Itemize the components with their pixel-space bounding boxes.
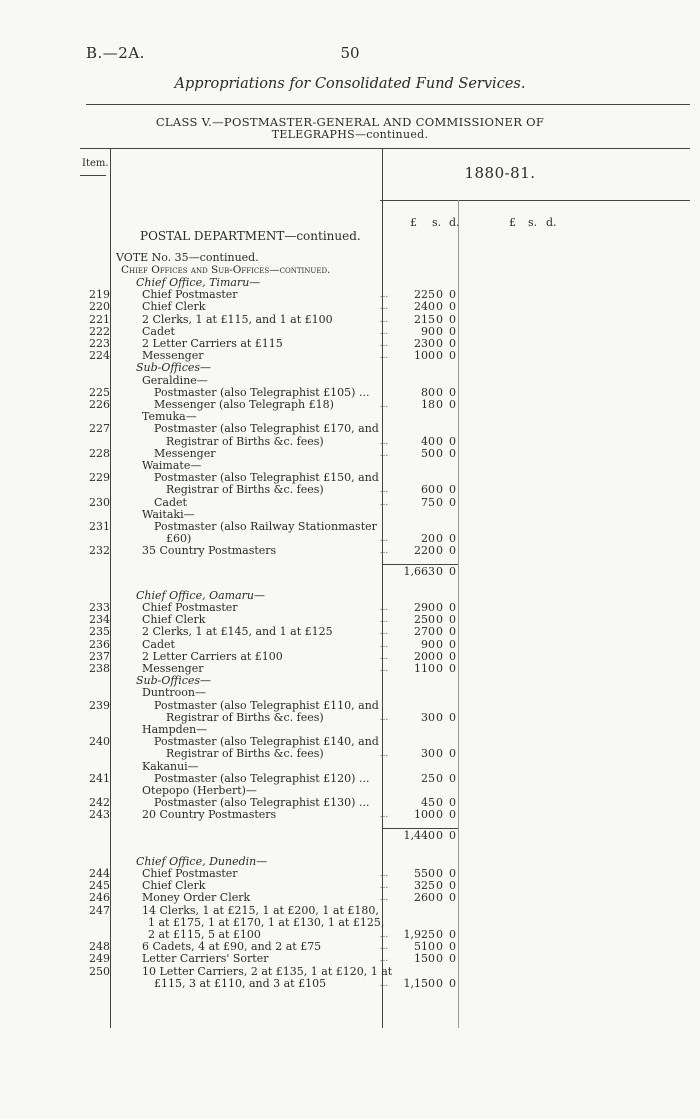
amount-pounds: 550 <box>414 867 435 880</box>
item-description: Chief Clerk <box>142 613 206 627</box>
amount-pence: 0 <box>449 976 456 990</box>
item-number: 241 <box>89 771 110 785</box>
amount-pence: 0 <box>449 928 456 941</box>
item-description: Letter Carriers' Sorter <box>142 952 269 966</box>
item-description: £115, 3 at £110, and 3 at £105 <box>154 976 327 990</box>
leader-dots: ... <box>379 893 389 904</box>
table-row <box>80 868 700 880</box>
item-description: Registrar of Births &c. fees) <box>166 710 324 724</box>
amount-pounds: 25 <box>421 771 435 785</box>
leader-dots: ... <box>379 810 389 821</box>
department-heading: POSTAL DEPARTMENT—continued. <box>140 229 361 243</box>
table-row <box>80 785 700 797</box>
item-description: Chief Clerk <box>142 300 206 314</box>
amount-shillings: 0 <box>436 747 443 761</box>
table-row <box>80 521 700 533</box>
item-description: Money Order Clerk <box>142 891 251 905</box>
amount-shillings: 0 <box>436 544 443 558</box>
item-description: Postmaster (also Telegraphist £170, and <box>154 422 379 436</box>
item-number: 240 <box>89 735 110 749</box>
amount-pence: 0 <box>449 337 456 350</box>
amount-pounds: 100 <box>414 808 435 822</box>
amount-pence: 0 <box>449 891 456 905</box>
amount-pounds: 230 <box>414 337 435 350</box>
amount-pounds: 1,663 <box>403 564 435 578</box>
item-number: 244 <box>89 867 110 880</box>
leader-dots: ... <box>379 497 389 508</box>
table-row <box>80 687 700 699</box>
table-row <box>80 362 700 374</box>
item-description: Chief Clerk <box>142 879 206 893</box>
amount-pounds: 50 <box>421 446 435 460</box>
amount-pence: 0 <box>449 532 456 546</box>
leader-dots: ... <box>379 290 389 301</box>
table-row <box>80 448 700 460</box>
amount-pounds: 18 <box>421 398 435 411</box>
table-row <box>80 663 700 675</box>
year-heading: 1880-81. <box>464 164 536 182</box>
amount-pence: 0 <box>449 637 456 651</box>
table-row <box>80 712 700 724</box>
item-description: 2 Letter Carriers at £115 <box>142 337 283 350</box>
page-number: 50 <box>340 44 360 62</box>
table-row <box>80 590 700 602</box>
table-row <box>80 953 700 965</box>
table-row <box>80 375 700 387</box>
table-row <box>80 277 700 289</box>
item-number: 249 <box>89 952 110 966</box>
amount-shillings: 0 <box>436 483 443 497</box>
item-number: 231 <box>89 520 110 533</box>
table-row <box>80 639 700 651</box>
amount-shillings: 0 <box>436 662 443 675</box>
amount-pence: 0 <box>449 625 456 639</box>
table-row <box>80 314 700 326</box>
amount-pence: 0 <box>449 710 456 724</box>
item-description: 10 Letter Carriers, 2 at £135, 1 at £120, 1 at <box>142 964 393 978</box>
amount-shillings: 0 <box>436 564 443 578</box>
amount-pence: 0 <box>449 312 456 326</box>
item-description: Waitaki— <box>142 507 195 521</box>
amount-pounds: 40 <box>421 434 435 448</box>
item-description: Waimate— <box>142 459 202 472</box>
amount-pounds: 510 <box>414 940 435 954</box>
table-row <box>80 700 700 712</box>
amount-pence: 0 <box>449 613 456 627</box>
amount-shillings: 0 <box>436 300 443 314</box>
currency-pounds-1: £ <box>410 216 417 229</box>
item-number: 222 <box>89 324 110 338</box>
amount-shillings: 0 <box>436 446 443 460</box>
table-row <box>80 423 700 435</box>
header-rule <box>80 148 690 149</box>
table-row <box>80 436 700 448</box>
amount-pence: 0 <box>449 649 456 663</box>
amount-pounds: 100 <box>414 349 435 363</box>
subtotal-row <box>80 566 700 578</box>
item-number: 237 <box>89 649 110 663</box>
item-description: Registrar of Births &c. fees) <box>166 747 324 761</box>
table-row <box>80 880 700 892</box>
table-row <box>80 509 700 521</box>
item-number: 219 <box>89 288 110 302</box>
item-description: 2 at £115, 5 at £100 <box>148 928 261 941</box>
leader-dots: ... <box>379 400 389 410</box>
item-description: Postmaster (also Telegraphist £130) ... <box>154 796 370 810</box>
table-row <box>80 917 700 929</box>
item-number: 224 <box>89 349 110 363</box>
amount-pence: 0 <box>449 828 456 842</box>
amount-pounds: 90 <box>421 637 435 651</box>
table-row <box>80 675 700 687</box>
subtotal-row <box>80 830 700 842</box>
item-description: Chief Office, Timaru— <box>136 276 261 289</box>
table-row <box>80 472 700 484</box>
item-description: 6 Cadets, 4 at £90, and 2 at £75 <box>142 940 322 954</box>
amount-pounds: 90 <box>421 324 435 338</box>
item-description: 2 Clerks, 1 at £115, and 1 at £100 <box>142 312 333 326</box>
amount-pounds: 60 <box>421 483 435 497</box>
amount-pence: 0 <box>449 300 456 314</box>
amount-pounds: 75 <box>421 495 435 509</box>
leader-dots: ... <box>379 627 389 638</box>
amount-pence: 0 <box>449 434 456 448</box>
item-description: Sub-Offices— <box>136 674 212 688</box>
item-description: Postmaster (also Telegraphist £150, and <box>154 471 379 485</box>
amount-shillings: 0 <box>436 891 443 905</box>
amount-pence: 0 <box>449 495 456 509</box>
item-description: Postmaster (also Telegraphist £110, and <box>154 698 379 712</box>
item-description: Chief Postmaster <box>142 867 238 880</box>
amount-pounds: 110 <box>414 662 435 675</box>
amount-pounds: 30 <box>421 747 435 761</box>
amount-shillings: 0 <box>436 532 443 546</box>
amount-shillings: 0 <box>436 601 443 614</box>
leader-dots: ... <box>379 639 389 650</box>
vote-heading: VOTE No. 35—continued. <box>116 251 259 264</box>
table-row <box>80 484 700 496</box>
table-row <box>80 545 700 557</box>
amount-pence: 0 <box>449 940 456 954</box>
item-number: 245 <box>89 879 110 893</box>
item-description: Chief Postmaster <box>142 601 238 614</box>
leader-dots: ... <box>379 326 389 337</box>
item-number: 228 <box>89 446 110 460</box>
item-number: 223 <box>89 337 110 350</box>
amount-pence: 0 <box>449 879 456 893</box>
amount-pounds: 80 <box>421 385 435 399</box>
amount-shillings: 0 <box>436 385 443 399</box>
item-description: Registrar of Births &c. fees) <box>166 434 324 448</box>
currency-shillings-1: s. <box>432 216 442 229</box>
leader-dots: ... <box>379 339 389 349</box>
item-description: 20 Country Postmasters <box>142 808 277 822</box>
amount-pence: 0 <box>449 398 456 411</box>
section-heading: Chief Offices and Sub-Offices—continued. <box>121 264 331 276</box>
table-row <box>80 602 700 614</box>
item-number: 250 <box>89 964 110 978</box>
amount-shillings: 0 <box>436 808 443 822</box>
item-number: 225 <box>89 385 110 399</box>
amount-pence: 0 <box>449 952 456 966</box>
amount-shillings: 0 <box>436 879 443 893</box>
amount-shillings: 0 <box>436 495 443 509</box>
amount-shillings: 0 <box>436 637 443 651</box>
amount-shillings: 0 <box>436 710 443 724</box>
table-row <box>80 626 700 638</box>
amount-pounds: 30 <box>421 710 435 724</box>
item-description: Postmaster (also Railway Stationmaster <box>154 520 377 533</box>
leader-dots: ... <box>379 869 389 879</box>
table-row <box>80 797 700 809</box>
table-row <box>80 399 700 411</box>
item-number: 229 <box>89 471 110 485</box>
item-number: 232 <box>89 544 110 558</box>
item-description: Postmaster (also Telegraphist £140, and <box>154 735 379 749</box>
amount-shillings: 0 <box>436 288 443 302</box>
item-number: 248 <box>89 940 110 954</box>
item-description: Chief Postmaster <box>142 288 238 302</box>
amount-pounds: 270 <box>414 625 435 639</box>
amount-pence: 0 <box>449 349 456 363</box>
page-title: Appropriations for Consolidated Fund Services. <box>174 76 526 92</box>
amount-pence: 0 <box>449 867 456 880</box>
amount-pounds: 290 <box>414 601 435 614</box>
item-number: 247 <box>89 903 110 917</box>
amount-shillings: 0 <box>436 828 443 842</box>
item-number: 227 <box>89 422 110 436</box>
class-title: CLASS V.—POSTMASTER-GENERAL AND COMMISSIONER OF <box>155 115 545 129</box>
amount-shillings: 0 <box>436 928 443 941</box>
currency-shillings-2: s. <box>528 216 538 229</box>
amount-pounds: 250 <box>414 613 435 627</box>
item-description: Duntroon— <box>142 686 206 700</box>
item-number: 246 <box>89 891 110 905</box>
leader-dots: ... <box>379 351 389 362</box>
leader-dots: ... <box>379 954 389 965</box>
leader-dots: ... <box>379 485 389 496</box>
amount-pence: 0 <box>449 771 456 785</box>
item-description: 35 Country Postmasters <box>142 544 277 558</box>
item-description: Geraldine— <box>142 373 208 387</box>
leader-dots: ... <box>379 881 389 892</box>
table-row <box>80 736 700 748</box>
table-row <box>80 460 700 472</box>
table-row <box>80 651 700 663</box>
table-row <box>80 338 700 350</box>
leader-dots: ... <box>379 651 389 662</box>
leader-dots: ... <box>379 942 389 953</box>
top-rule <box>86 104 690 105</box>
amount-shillings: 0 <box>436 976 443 990</box>
amount-pounds: 225 <box>414 288 435 302</box>
item-column-header: Item. <box>82 158 109 169</box>
item-number: 221 <box>89 312 110 326</box>
item-header-underline <box>80 175 106 176</box>
table-row <box>80 289 700 301</box>
amount-pounds: 260 <box>414 891 435 905</box>
currency-pence-2: d. <box>546 216 557 229</box>
item-description: Cadet <box>154 495 187 509</box>
table-row <box>80 941 700 953</box>
amount-pounds: 45 <box>421 796 435 810</box>
amount-pence: 0 <box>449 601 456 614</box>
item-number: 238 <box>89 662 110 675</box>
item-description: Messenger (also Telegraph £18) <box>154 398 334 411</box>
amount-shillings: 0 <box>436 952 443 966</box>
amount-shillings: 0 <box>436 625 443 639</box>
item-description: Postmaster (also Telegraphist £105) ... <box>154 385 370 399</box>
item-number: 220 <box>89 300 110 314</box>
leader-dots: ... <box>379 546 389 557</box>
amount-shillings: 0 <box>436 349 443 363</box>
amount-pounds: 150 <box>414 952 435 966</box>
leader-dots: ... <box>379 314 389 325</box>
item-description: Otepopo (Herbert)— <box>142 784 257 797</box>
item-number: 239 <box>89 698 110 712</box>
amount-pounds: 20 <box>421 532 435 546</box>
amount-pounds: 215 <box>414 312 435 326</box>
item-description: Cadet <box>142 324 175 338</box>
table-row <box>80 761 700 773</box>
amount-pounds: 1,925 <box>403 928 435 941</box>
leader-dots: ... <box>379 615 389 626</box>
table-row <box>80 856 700 868</box>
amount-shillings: 0 <box>436 337 443 350</box>
item-description: £60) <box>166 532 192 546</box>
item-number: 243 <box>89 808 110 822</box>
item-description: Messenger <box>142 349 204 363</box>
amount-pence: 0 <box>449 796 456 810</box>
page-reference: B.—2A. <box>86 44 145 62</box>
currency-pence-1: d. <box>449 216 460 229</box>
table-row <box>80 724 700 736</box>
item-description: 2 Letter Carriers at £100 <box>142 649 283 663</box>
table-row <box>80 978 700 990</box>
leader-dots: ... <box>379 436 389 447</box>
item-description: 1 at £175, 1 at £170, 1 at £130, 1 at £125, <box>148 915 385 929</box>
item-number: 235 <box>89 625 110 639</box>
amount-pounds: 220 <box>414 544 435 558</box>
amount-pence: 0 <box>449 324 456 338</box>
table-row <box>80 411 700 423</box>
item-number: 234 <box>89 613 110 627</box>
item-description: Cadet <box>142 637 175 651</box>
table-row <box>80 905 700 917</box>
amount-shillings: 0 <box>436 324 443 338</box>
table-row <box>80 929 700 941</box>
table-row <box>80 614 700 626</box>
item-description: Chief Office, Dunedin— <box>136 854 268 868</box>
item-description: Postmaster (also Telegraphist £120) ... <box>154 771 370 785</box>
item-description: Sub-Offices— <box>136 361 212 375</box>
leader-dots: ... <box>379 978 389 989</box>
amount-shillings: 0 <box>436 649 443 663</box>
item-number: 230 <box>89 495 110 509</box>
item-description: Kakanui— <box>142 759 199 773</box>
leader-dots: ... <box>379 603 389 613</box>
amount-pence: 0 <box>449 564 456 578</box>
amount-pence: 0 <box>449 747 456 761</box>
amount-pence: 0 <box>449 662 456 675</box>
table-row <box>80 533 700 545</box>
currency-pounds-2: £ <box>509 216 516 229</box>
table-row <box>80 773 700 785</box>
amount-shillings: 0 <box>436 940 443 954</box>
amount-pounds: 325 <box>414 879 435 893</box>
leader-dots: ... <box>379 534 389 545</box>
item-description: Registrar of Births &c. fees) <box>166 483 324 497</box>
item-number: 236 <box>89 637 110 651</box>
table-row <box>80 966 700 978</box>
table-row <box>80 892 700 904</box>
amount-pounds: 240 <box>414 300 435 314</box>
amount-shillings: 0 <box>436 867 443 880</box>
amount-shillings: 0 <box>436 613 443 627</box>
item-description: Temuka— <box>142 410 197 424</box>
amount-pounds: 200 <box>414 649 435 663</box>
item-description: Messenger <box>154 446 216 460</box>
amount-shillings: 0 <box>436 398 443 411</box>
leader-dots: ... <box>379 749 389 760</box>
item-number: 242 <box>89 796 110 810</box>
table-row <box>80 748 700 760</box>
class-title-continued: TELEGRAPHS—continued. <box>271 128 429 141</box>
table-row <box>80 387 700 399</box>
amount-pence: 0 <box>449 288 456 302</box>
table-row <box>80 350 700 362</box>
leader-dots: ... <box>379 930 389 940</box>
year-rule <box>380 200 690 201</box>
item-description: Messenger <box>142 662 204 675</box>
amount-shillings: 0 <box>436 771 443 785</box>
amount-shillings: 0 <box>436 796 443 810</box>
item-description: 2 Clerks, 1 at £145, and 1 at £125 <box>142 625 333 639</box>
amount-shillings: 0 <box>436 312 443 326</box>
amount-pounds: 1,150 <box>403 976 435 990</box>
item-number: 233 <box>89 601 110 614</box>
amount-pence: 0 <box>449 446 456 460</box>
leader-dots: ... <box>379 448 389 459</box>
item-number: 226 <box>89 398 110 411</box>
amount-pence: 0 <box>449 483 456 497</box>
table-row <box>80 301 700 313</box>
amount-pence: 0 <box>449 544 456 558</box>
item-description: Chief Office, Oamaru— <box>136 588 265 602</box>
leader-dots: ... <box>379 302 389 313</box>
amount-pence: 0 <box>449 385 456 399</box>
amount-shillings: 0 <box>436 434 443 448</box>
table-row <box>80 497 700 509</box>
table-row <box>80 809 700 821</box>
amount-pence: 0 <box>449 808 456 822</box>
item-description: 14 Clerks, 1 at £215, 1 at £200, 1 at £180, <box>142 903 379 917</box>
leader-dots: ... <box>379 664 389 674</box>
table-row <box>80 326 700 338</box>
item-description: Hampden— <box>142 723 208 736</box>
amount-pounds: 1,440 <box>403 828 435 842</box>
leader-dots: ... <box>379 712 389 723</box>
